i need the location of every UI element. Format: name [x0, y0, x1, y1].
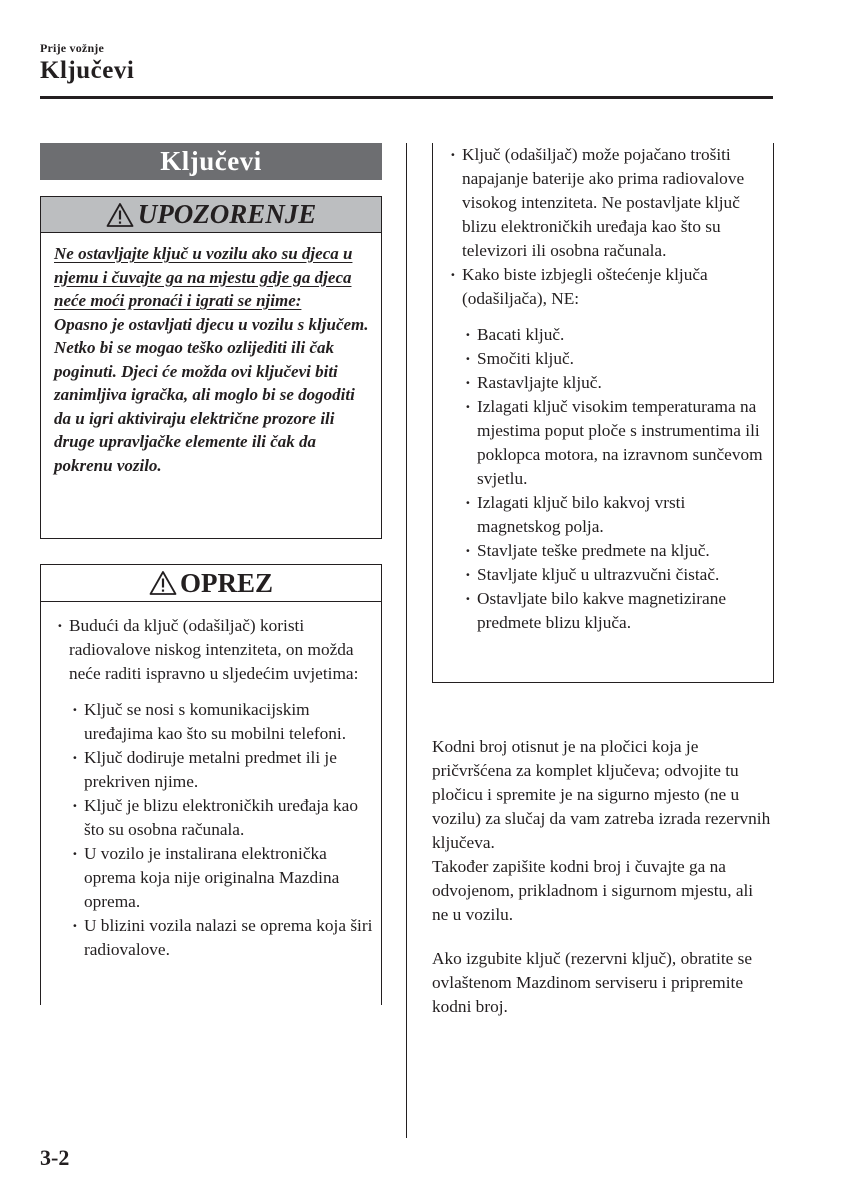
list-item: · Rastavljajte ključ. [463, 371, 766, 395]
caution-box [40, 564, 382, 1005]
warning-heading-text: UPOZORENJE [137, 199, 317, 229]
caution-intro: · Budući da ključ (odašiljač) koristi radiovalove niskog intenziteta, on možda neće raditi ispravno u sljedećim uvjetima: [55, 614, 373, 686]
header-title: Ključevi [40, 57, 135, 84]
page-number: 3-2 [40, 1145, 70, 1170]
caution-list [55, 614, 373, 962]
list-item: · Ključ se nosi s komunikacijskim uređajima kao što su mobilni telefoni. [70, 698, 373, 746]
list-item: · Ključ dodiruje metalni predmet ili je prekriven njime. [70, 746, 373, 794]
list-item: · Izlagati ključ visokim temperaturama na mjestima poput ploče s instrumentima ili poklopca motora, na izravnom sunčevom svjetlu. [463, 395, 766, 491]
battery-note: · Ključ (odašiljač) može pojačano trošiti napajanje baterije ako prima radiovalove visokog intenziteta. Ne postavljate ključ blizu elektroničkih uređaja kao što su televizori ili osobna računala. [448, 143, 766, 263]
caution-continued-list [448, 143, 766, 635]
column-divider [406, 143, 407, 1138]
list-item: · U blizini vozila nalazi se oprema koja širi radiovalove. [70, 914, 373, 962]
section-title-bar: Ključevi [40, 143, 382, 180]
caution-heading-text: OPREZ [179, 567, 273, 598]
list-item: · Ključ je blizu elektroničkih uređaja kao što su osobna računala. [70, 794, 373, 842]
list-item: · Ostavljate bilo kakve magnetizirane predmete blizu ključa. [463, 587, 766, 635]
list-item: · Bacati ključ. [463, 323, 766, 347]
list-item: · Stavljate ključ u ultrazvučni čistač. [463, 563, 766, 587]
header-rule [40, 96, 773, 99]
caution-sublist [70, 698, 373, 962]
warning-triangle-icon [106, 202, 134, 228]
list-item: · U vozilo je instalirana elektronička oprema koja nije originalna Mazdina oprema. [70, 842, 373, 914]
code-plate-text: Kodni broj otisnut je na pločici koja je pričvršćena za komplet ključeva; odvojite tu pločicu i spremite je na sigurno mjesto (ne u vozilu) za slučaj da vam zatreba izrada rezervnih ključeva. [432, 737, 771, 852]
caution-triangle-icon [149, 570, 177, 596]
list-item: · Izlagati ključ bilo kakvoj vrsti magnetskog polja. [463, 491, 766, 539]
warning-body [54, 242, 374, 477]
warning-box [40, 196, 382, 539]
warning-underlined-text: Ne ostavljajte ključ u vozilu ako su djeca u njemu i čuvajte ga na mjestu gdje ga djeca neće moći pronaći i igrati se njime: [54, 244, 353, 310]
list-item: · Smočiti ključ. [463, 347, 766, 371]
caution-continued-box [432, 143, 774, 683]
header-section-label: Prije vožnje [40, 41, 105, 55]
code-record-text: Također zapišite kodni broj i čuvajte ga na odvojenom, prikladnom i sigurnom mjestu, ali ne u vozilu. [432, 857, 754, 924]
list-item: · Stavljate teške predmete na ključ. [463, 539, 766, 563]
body-paragraph-2: Ako izgubite ključ (rezervni ključ), obratite se ovlaštenom Mazdinom serviseru i pripremite kodni broj. [432, 949, 753, 1016]
warning-heading [41, 197, 381, 233]
damage-sublist [463, 323, 766, 635]
damage-intro: · Kako biste izbjegli oštećenje ključa (odašiljača), NE: [448, 263, 766, 311]
warning-body-text: Opasno je ostavljati djecu u vozilu s ključem. Netko bi se mogao teško ozlijediti ili čak poginuti. Djeci će možda ovi ključevi biti zanimljiva igračka, ali moglo bi se dogoditi da u igri aktiviraju električne prozore ili druge upravljačke elemente ili čak da pokrenu vozilo. [54, 314, 369, 475]
body-paragraph-1 [432, 735, 772, 927]
caution-heading [41, 565, 381, 602]
